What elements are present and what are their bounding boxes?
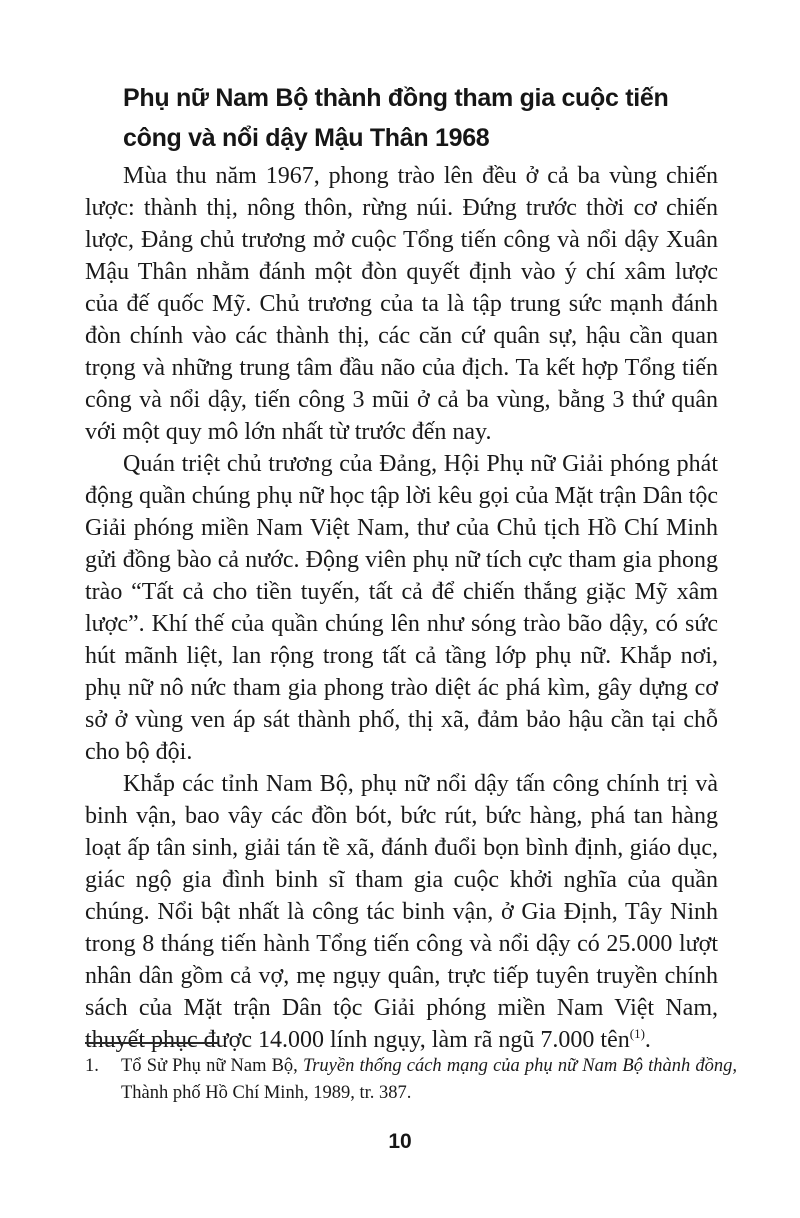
paragraph-3-period: .: [644, 1027, 651, 1053]
page-content: [85, 78, 718, 1056]
footnote-author: Tổ Sử Phụ nữ Nam Bộ,: [121, 1056, 303, 1076]
paragraph-1: Mùa thu năm 1967, phong trào lên đều ở cả ba vùng chiến lược: thành thị, nông thôn, rừng núi. Đứng trước thời cơ chiến lược, Đảng chủ trương mở cuộc Tổng tiến công và nổi dậy Xuân Mậu Thân nhằm đánh một đòn quyết định vào ý chí xâm lược của đế quốc Mỹ. Chủ trương của ta là tập trung sức mạnh đánh đòn chính vào các thành thị, các căn cứ quân sự, hậu cần quan trọng và những trung tâm đầu não của địch. Ta kết hợp Tổng tiến công và nổi dậy, tiến công 3 mũi ở cả ba vùng, bằng 3 thứ quân với một quy mô lớn nhất từ trước đến nay.: [85, 163, 718, 445]
footnote: [85, 1053, 737, 1107]
paragraph-3-text: Khắp các tỉnh Nam Bộ, phụ nữ nổi dậy tấn công chính trị và binh vận, bao vây các đồn bót, bức rút, bức hàng, phá tan hàng loạt ấp tân sinh, giải tán tề xã, đánh đuổi bọn bình định, giáo dục, giác ngộ gia đình binh sĩ tham gia cuộc khởi nghĩa của quần chúng. Nổi bật nhất là công tác binh vận, ở Gia Định, Tây Ninh trong 8 tháng tiến hành Tổng tiến công và nổi dậy có 25.000 lượt nhân dân gồm cả vợ, mẹ ngụy quân, trực tiếp tuyên truyền chính sách của Mặt trận Dân tộc Giải phóng miền Nam Việt Nam, thuyết phục được 14.000 lính ngụy, làm rã ngũ 7.000 tên: [85, 771, 718, 1053]
footnote-rule: [85, 1042, 218, 1044]
footnote-reference: (1): [629, 1026, 645, 1041]
footnote-text: [121, 1053, 737, 1107]
paragraph-3: [85, 768, 718, 1056]
body-text: [85, 160, 718, 1056]
footnote-number: 1.: [85, 1056, 99, 1076]
footnote-area: [85, 1042, 737, 1107]
footnote-publication-info: Thành phố Hồ Chí Minh, 1989, tr. 387.: [121, 1083, 412, 1103]
page-number: 10: [388, 1130, 412, 1153]
footnote-book-title: Truyền thống cách mạng của phụ nữ Nam Bộ thành đồng,: [302, 1056, 737, 1076]
chapter-heading: Phụ nữ Nam Bộ thành đồng tham gia cuộc tiến công và nổi dậy Mậu Thân 1968: [123, 84, 669, 152]
paragraph-2: Quán triệt chủ trương của Đảng, Hội Phụ nữ Giải phóng phát động quần chúng phụ nữ học tập lời kêu gọi của Mặt trận Dân tộc Giải phóng miền Nam Việt Nam, thư của Chủ tịch Hồ Chí Minh gửi đồng bào cả nước. Động viên phụ nữ tích cực tham gia phong trào “Tất cả cho tiền tuyến, tất cả để chiến thắng giặc Mỹ xâm lược”. Khí thế của quần chúng lên như sóng trào bão dậy, có sức hút mãnh liệt, lan rộng trong tất cả tầng lớp phụ nữ. Khắp nơi, phụ nữ nô nức tham gia phong trào diệt ác phá kìm, gây dựng cơ sở ở vùng ven áp sát thành phố, thị xã, đảm bảo hậu cần tại chỗ cho bộ đội.: [85, 451, 718, 765]
